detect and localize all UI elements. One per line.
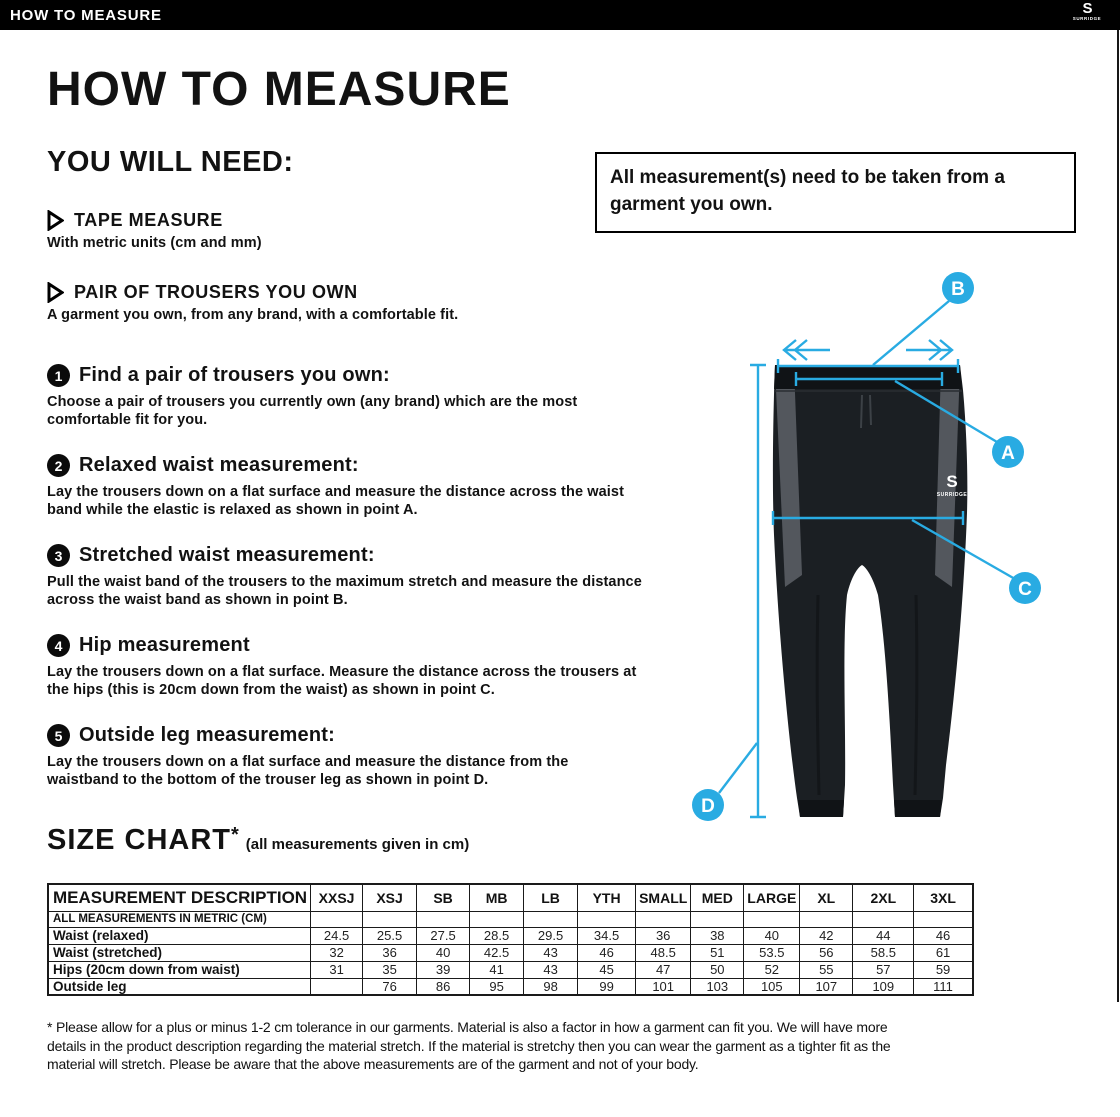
empty-cell: [744, 911, 800, 927]
page-title: HOW TO MEASURE: [47, 63, 511, 116]
need-item-trousers: [47, 282, 647, 323]
step-title: Stretched waist measurement:: [79, 544, 375, 566]
value-cell: 43: [524, 944, 578, 961]
step-4: [47, 634, 647, 699]
row-label: Outside leg: [48, 978, 311, 995]
col-header-size: MB: [470, 884, 524, 911]
step-5: [47, 724, 647, 789]
value-cell: 39: [417, 961, 470, 978]
value-cell: 38: [691, 927, 744, 944]
stretch-arrow-left: [784, 340, 830, 360]
value-cell: 43: [524, 961, 578, 978]
table-row: [48, 944, 973, 961]
cuff-right: [894, 800, 942, 817]
metric-note-row: [48, 911, 973, 927]
col-header-size: XXSJ: [311, 884, 363, 911]
value-cell: 44: [853, 927, 914, 944]
step-number-badge: 5: [47, 724, 70, 747]
step-title: Outside leg measurement:: [79, 724, 335, 746]
need-item-title: TAPE MEASURE: [74, 210, 223, 230]
step-body: Lay the trousers down on a flat surface. Measure the distance across the trousers at the hips (this is 20cm down from the waist) as shown in point C.: [47, 664, 637, 698]
value-cell: 45: [578, 961, 636, 978]
point-c-label: C: [1018, 579, 1032, 600]
value-cell: 29.5: [524, 927, 578, 944]
value-cell: 46: [914, 927, 973, 944]
value-cell: 86: [417, 978, 470, 995]
row-label: Hips (20cm down from waist): [48, 961, 311, 978]
pointer-line-d: [719, 743, 757, 793]
value-cell: 51: [691, 944, 744, 961]
value-cell: 40: [744, 927, 800, 944]
trousers-silhouette: [773, 365, 967, 817]
value-cell: 56: [800, 944, 853, 961]
point-b-label: B: [951, 279, 965, 300]
value-cell: 46: [578, 944, 636, 961]
value-cell: 36: [363, 944, 417, 961]
value-cell: 50: [691, 961, 744, 978]
empty-cell: [914, 911, 973, 927]
empty-cell: [636, 911, 691, 927]
value-cell: 52: [744, 961, 800, 978]
step-number-badge: 2: [47, 454, 70, 477]
size-table-header-row: [48, 884, 973, 911]
step-3: [47, 544, 647, 609]
surridge-s-mark: S: [1082, 0, 1092, 17]
col-header-size: 3XL: [914, 884, 973, 911]
step-title: Find a pair of trousers you own:: [79, 364, 390, 386]
col-header-size: LARGE: [744, 884, 800, 911]
value-cell: 61: [914, 944, 973, 961]
step-body: Choose a pair of trousers you currently own (any brand) which are the most comfortable fit for you.: [47, 394, 578, 428]
empty-cell: [363, 911, 417, 927]
triangle-bullet-icon: [47, 282, 64, 303]
step-number-badge: 4: [47, 634, 70, 657]
surridge-wordmark: SURRIDGE: [1072, 16, 1102, 21]
trousers-measurement-diagram: [690, 265, 1050, 840]
step-body: Pull the waist band of the trousers to the maximum stretch and measure the distance across the waist band as shown in point B.: [47, 574, 642, 608]
need-item-subtitle: With metric units (cm and mm): [47, 235, 262, 251]
table-row: [48, 961, 973, 978]
col-header-size: XSJ: [363, 884, 417, 911]
col-header-size: MED: [691, 884, 744, 911]
value-cell: 98: [524, 978, 578, 995]
need-item-subtitle: A garment you own, from any brand, with a comfortable fit.: [47, 307, 459, 323]
value-cell: 103: [691, 978, 744, 995]
size-chart-table: [47, 883, 974, 996]
page-right-border: [1117, 0, 1119, 1002]
col-header-size: SMALL: [636, 884, 691, 911]
empty-cell: [578, 911, 636, 927]
need-item-tape-measure: [47, 210, 647, 251]
value-cell: [311, 978, 363, 995]
step-1: [47, 364, 647, 429]
size-table-body: [48, 911, 973, 995]
value-cell: 58.5: [853, 944, 914, 961]
value-cell: 95: [470, 978, 524, 995]
cuff-left: [798, 800, 844, 817]
value-cell: 36: [636, 927, 691, 944]
value-cell: 109: [853, 978, 914, 995]
value-cell: 76: [363, 978, 417, 995]
size-chart-title: SIZE CHART: [47, 824, 231, 856]
size-chart-asterisk: *: [231, 824, 239, 846]
value-cell: 105: [744, 978, 800, 995]
value-cell: 25.5: [363, 927, 417, 944]
value-cell: 53.5: [744, 944, 800, 961]
value-cell: 55: [800, 961, 853, 978]
waistband: [774, 365, 962, 389]
empty-cell: [417, 911, 470, 927]
step-title: Hip measurement: [79, 634, 250, 656]
col-header-size: 2XL: [853, 884, 914, 911]
row-label: Waist (stretched): [48, 944, 311, 961]
value-cell: 27.5: [417, 927, 470, 944]
need-item-title: PAIR OF TROUSERS YOU OWN: [74, 282, 358, 302]
value-cell: 107: [800, 978, 853, 995]
point-a-label: A: [1001, 443, 1015, 464]
empty-cell: [800, 911, 853, 927]
note-box: All measurement(s) need to be taken from a garment you own.: [595, 152, 1076, 233]
value-cell: 24.5: [311, 927, 363, 944]
step-number-badge: 1: [47, 364, 70, 387]
col-header-size: YTH: [578, 884, 636, 911]
value-cell: 42.5: [470, 944, 524, 961]
value-cell: 47: [636, 961, 691, 978]
empty-cell: [470, 911, 524, 927]
col-header-description: MEASUREMENT DESCRIPTION: [48, 884, 311, 911]
size-table-header: [48, 884, 973, 911]
surridge-logo-icon: [1064, 1, 1110, 22]
value-cell: 31: [311, 961, 363, 978]
value-cell: 57: [853, 961, 914, 978]
value-cell: 40: [417, 944, 470, 961]
value-cell: 28.5: [470, 927, 524, 944]
col-header-size: XL: [800, 884, 853, 911]
step-body: Lay the trousers down on a flat surface and measure the distance across the waist band while the elastic is relaxed as shown in point A.: [47, 484, 624, 518]
value-cell: 111: [914, 978, 973, 995]
empty-cell: [853, 911, 914, 927]
step-2: [47, 454, 647, 519]
svg-text:SURRIDGE: SURRIDGE: [936, 492, 968, 498]
svg-text:S: S: [946, 472, 958, 491]
metric-note-label: ALL MEASUREMENTS IN METRIC (CM): [48, 911, 311, 927]
size-chart-heading: [47, 824, 469, 857]
pointer-line-b: [873, 301, 949, 365]
empty-cell: [691, 911, 744, 927]
value-cell: 34.5: [578, 927, 636, 944]
value-cell: 48.5: [636, 944, 691, 961]
table-row: [48, 978, 973, 995]
table-row: [48, 927, 973, 944]
empty-cell: [524, 911, 578, 927]
empty-cell: [311, 911, 363, 927]
stretch-arrow-right: [906, 340, 952, 360]
step-number-badge: 3: [47, 544, 70, 567]
row-label: Waist (relaxed): [48, 927, 311, 944]
value-cell: 41: [470, 961, 524, 978]
point-d-label: D: [701, 796, 715, 817]
step-title: Relaxed waist measurement:: [79, 454, 359, 476]
top-bar: [0, 0, 1120, 30]
value-cell: 99: [578, 978, 636, 995]
col-header-size: SB: [417, 884, 470, 911]
value-cell: 35: [363, 961, 417, 978]
you-will-need-heading: YOU WILL NEED:: [47, 146, 294, 178]
col-header-size: LB: [524, 884, 578, 911]
value-cell: 42: [800, 927, 853, 944]
value-cell: 101: [636, 978, 691, 995]
value-cell: 32: [311, 944, 363, 961]
step-body: Lay the trousers down on a flat surface and measure the distance from the waistband to the bottom of the trouser leg as shown in point D.: [47, 754, 569, 788]
size-chart-subtitle: (all measurements given in cm): [245, 836, 470, 853]
triangle-bullet-icon: [47, 210, 64, 231]
footnote: * Please allow for a plus or minus 1-2 cm tolerance in our garments. Material is also a factor in how a garment can fit you. We will have more details in the product description regarding the material stretch. If the material is stretchy then you can wear the garment as a tighter fit as the material will stretch. Please be aware that the above measurements are of the garment and not of your body.: [47, 1019, 891, 1072]
value-cell: 59: [914, 961, 973, 978]
top-bar-title: HOW TO MEASURE: [10, 6, 162, 24]
